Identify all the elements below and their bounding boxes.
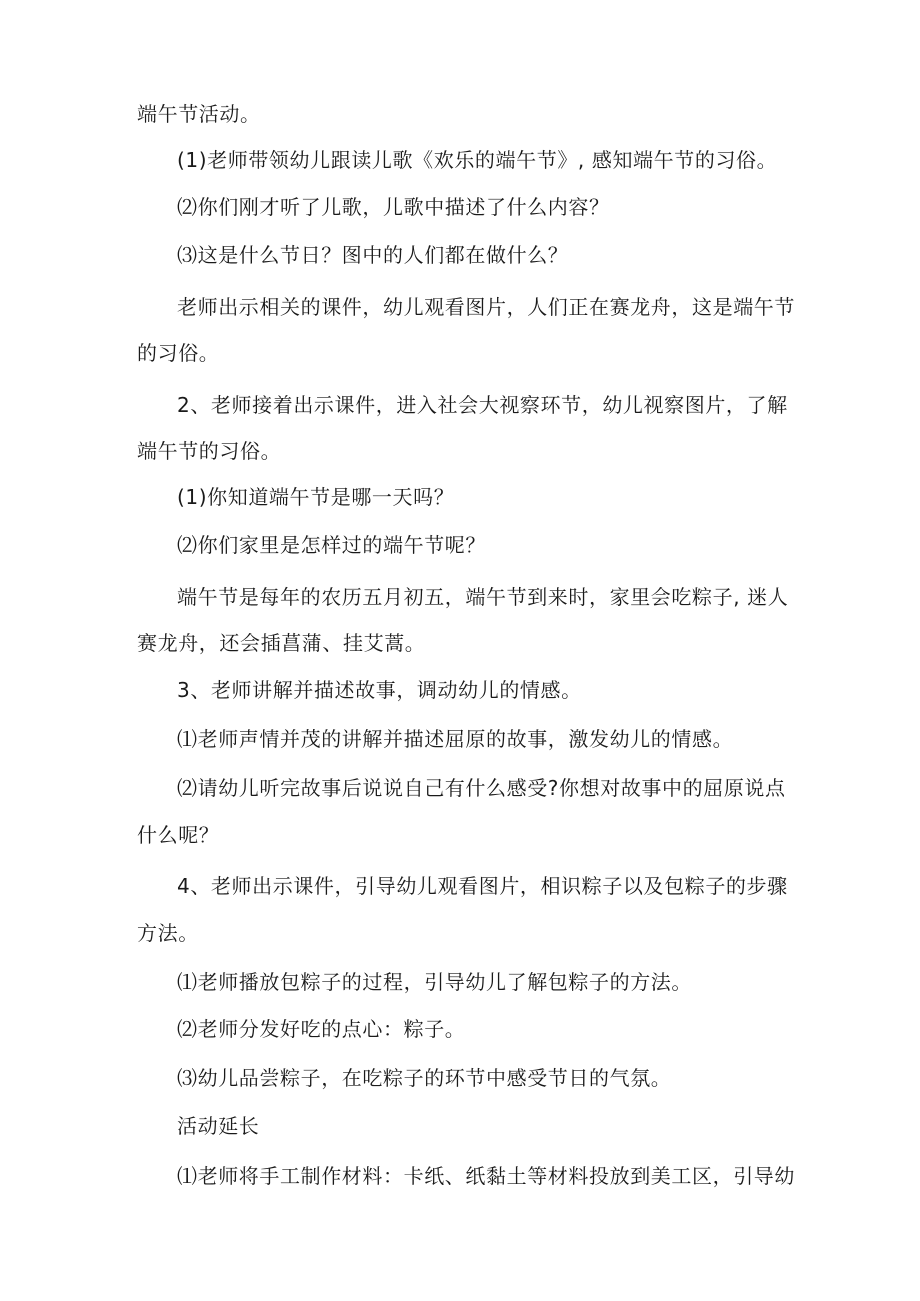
text-line-step-2-item-2: ⑵你们家里是怎样过的端午节呢？	[177, 533, 486, 557]
text-line-step-1-item-2: ⑵你们刚才听了儿歌，儿歌中描述了什么内容？	[177, 195, 610, 219]
text-line-paragraph: 老师出示相关的课件，幼儿观看图片，人们正在赛龙舟，这是端午节	[177, 295, 795, 319]
text-line-step-4-heading-cont: 方法。	[137, 921, 199, 945]
text-line-paragraph: 端午节是每年的农历五月初五，端午节到来时，家里会吃粽子, 迷人	[177, 585, 789, 609]
text-line-step-3-item-2: ⑵请幼儿听完故事后说说自己有什么感受?你想对故事中的屈原说点	[177, 776, 786, 800]
text-line-extension-item-1: ⑴老师将手工制作材料：卡纸、纸黏土等材料投放到美工区，引导幼	[177, 1164, 795, 1188]
text-line-step-3-heading: 3、老师讲解并描述故事，调动幼儿的情感。	[177, 678, 582, 702]
text-line-paragraph-cont: 赛龙舟，还会插菖蒲、挂艾蒿。	[137, 631, 426, 655]
text-line-step-1-item-3: ⑶这是什么节日？图中的人们都在做什么？	[177, 243, 569, 267]
text-line-step-3-item-1: ⑴老师声情并茂的讲解并描述屈原的故事，激发幼儿的情感。	[177, 727, 734, 751]
section-heading-extension: 活动延长	[177, 1114, 260, 1138]
text-line-step-4-item-1: ⑴老师播放包粽子的过程，引导幼儿了解包粽子的方法。	[177, 970, 692, 994]
text-line-step-3-item-2-cont: 什么呢？	[137, 823, 220, 847]
text-line-paragraph-cont: 的习俗。	[137, 341, 220, 365]
text-line-step-1-item-1: (1)老师带领幼儿跟读儿歌《欢乐的端午节》, 感知端午节的习俗。	[177, 148, 778, 172]
text-line-step-4-heading: 4、老师出示课件，引导幼儿观看图片，相识粽子以及包粽子的步骤	[177, 874, 788, 898]
text-line-step-4-item-2: ⑵老师分发好吃的点心：粽子。	[177, 1017, 466, 1041]
text-line-step-4-item-3: ⑶幼儿品尝粽子，在吃粽子的环节中感受节日的气氛。	[177, 1066, 672, 1090]
text-line-step-2-heading: 2、老师接着出示课件，进入社会大视察环节，幼儿视察图片，了解	[177, 393, 788, 417]
text-line-step-2-item-1: (1)你知道端午节是哪一天吗？	[177, 485, 455, 509]
text-line-step-2-heading-cont: 端午节的习俗。	[137, 439, 282, 463]
text-line-continuation: 端午节活动。	[137, 102, 261, 126]
